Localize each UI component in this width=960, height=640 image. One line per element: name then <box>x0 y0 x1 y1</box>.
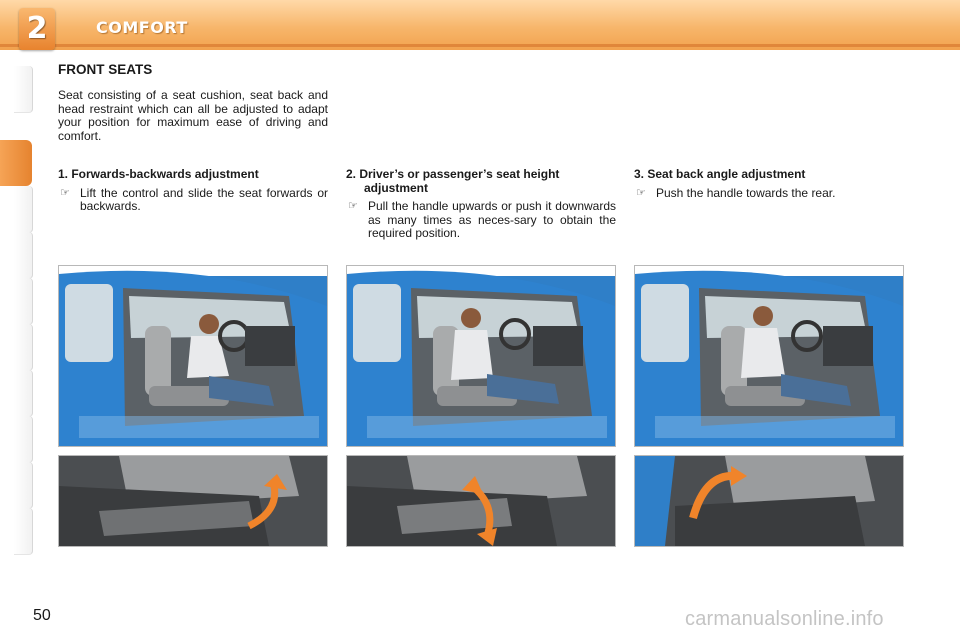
pointing-hand-icon: ☞ <box>348 200 358 212</box>
chapter-tab-5[interactable] <box>14 278 33 325</box>
seat-control-closeup-2 <box>346 455 616 547</box>
adjustment-3-text: Push the handle towards the rear. <box>656 185 836 200</box>
chapter-tab-8[interactable] <box>14 416 33 463</box>
adjustment-3-instruction <box>634 187 904 201</box>
chapter-tab-9[interactable] <box>14 462 33 509</box>
car-seat-photo-2 <box>346 265 616 447</box>
section-title: FRONT SEATS <box>58 62 153 77</box>
car-seat-photo-1 <box>58 265 328 447</box>
adjustment-3-heading: 3. Seat back angle adjustment <box>634 167 806 181</box>
chapter-tabs <box>0 66 34 576</box>
chapter-tab-6[interactable] <box>14 324 33 371</box>
chapter-tab-3[interactable] <box>14 186 33 233</box>
chapter-tab-7[interactable] <box>14 370 33 417</box>
chapter-tab-10[interactable] <box>14 508 33 555</box>
chapter-tab-4[interactable] <box>14 232 33 279</box>
chapter-number-badge: 2 <box>19 8 55 50</box>
adjustment-2 <box>346 168 616 241</box>
chapter-tab-1[interactable] <box>14 66 33 113</box>
adjustment-3 <box>634 168 904 200</box>
adjustment-1-heading: 1. Forwards-backwards adjustment <box>58 167 259 181</box>
adjustment-1 <box>58 168 328 214</box>
intro-paragraph: Seat consisting of a seat cushion, seat back and head restraint which can all be adjusted to adapt your position for maximum ease of driving and comfort. <box>58 88 328 143</box>
chapter-tab-2-active[interactable] <box>0 140 32 186</box>
seat-control-closeup-1 <box>58 455 328 547</box>
adjustment-1-text: Lift the control and slide the seat forwards or backwards. <box>80 185 328 213</box>
car-seat-photo-3 <box>634 265 904 447</box>
seat-control-closeup-3 <box>634 455 904 547</box>
header-divider <box>0 44 960 47</box>
pointing-hand-icon: ☞ <box>60 186 70 199</box>
chapter-title: COMFORT <box>96 18 188 37</box>
pointing-hand-icon: ☞ <box>636 186 646 199</box>
page-number: 50 <box>33 607 51 624</box>
adjustment-2-heading: 2. Driver’s or passenger’s seat height adjustment <box>346 167 560 195</box>
watermark: carmanualsonline.info <box>685 608 884 630</box>
adjustment-1-instruction <box>58 187 328 214</box>
chapter-header <box>0 0 960 50</box>
adjustment-2-instruction <box>346 200 616 241</box>
adjustment-2-text: Pull the handle upwards or push it downwards as many times as neces-sary to obtain the required position. <box>368 199 616 240</box>
